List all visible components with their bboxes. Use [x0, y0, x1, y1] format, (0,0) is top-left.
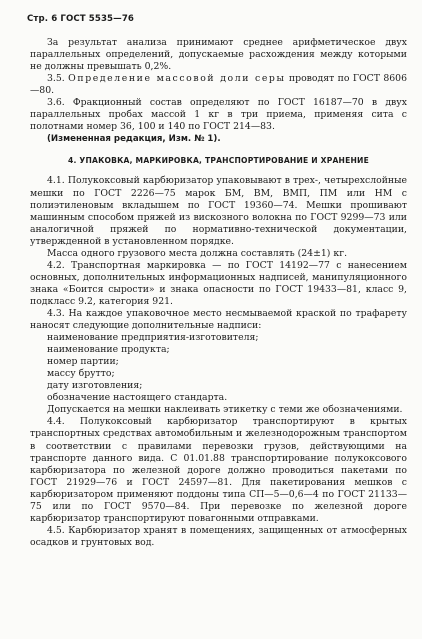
- paragraph-4-3-label: Допускается на мешки наклеивать этикетку с теми же обозначениями.: [47, 404, 403, 416]
- clause-number: 3.5.: [47, 73, 65, 85]
- list-item: обозначение настоящего стандарта.: [47, 392, 228, 404]
- list-item: наименование предприятия-изготовителя;: [47, 332, 259, 344]
- change-note: (Измененная редакция, Изм. № 1).: [47, 134, 221, 145]
- clause-title: Определение массовой доли серы: [68, 73, 286, 85]
- clause-text: проводят по ГОСТ 8606—80.: [30, 73, 407, 97]
- list-item: наименование продукта;: [47, 344, 170, 356]
- paragraph-4-1-mass: Масса одного грузового места должна составлять (24±1) кг.: [47, 247, 348, 259]
- paragraph-4-1: 4.1. Полукоксовый карбюризатор упаковывают в трех-, четырехслойные мешки по ГОСТ 2226—75 марок БМ, ВМ, ВМП, ПМ или НМ с полиэтиленовым вкладышем по ГОСТ 19360—74. Мешки прошивают машинным способом пряжей из вискозного волокна по ГОСТ 9299—73 или аналогичной пряжей по нормативно-технической документации, утвержденной в установленном порядке.: [30, 175, 407, 247]
- paragraph-3-5: [30, 73, 407, 97]
- section-heading: 4. УПАКОВКА, МАРКИРОВКА, ТРАНСПОРТИРОВАНИЕ И ХРАНЕНИЕ: [68, 156, 369, 166]
- paragraph-3-6: 3.6. Фракционный состав определяют по ГОСТ 16187—70 в двух параллельных пробах массой 1 кг в три приема, применяя сита с полотнами номер 36, 100 и 140 по ГОСТ 214—83.: [30, 97, 407, 133]
- list-item: массу брутто;: [47, 368, 115, 380]
- list-item: номер партии;: [47, 356, 119, 368]
- paragraph-4-5: 4.5. Карбюризатор хранят в помещениях, защищенных от атмосферных осадков и грунтовых вод.: [30, 524, 407, 548]
- paragraph-4-2: 4.2. Транспортная маркировка — по ГОСТ 14192—77 с нанесением основных, дополнительных информационных надписей, манипуляционного знака «Боится сырости» и знака опасности по ГОСТ 19433—81, класс 9, подкласс 9.2, категория 921.: [30, 259, 407, 307]
- document-body: [30, 37, 407, 549]
- inscription-list: [30, 332, 407, 404]
- paragraph-result: За результат анализа принимают среднее арифметическое двух параллельных определений, допускаемые расхождения между которыми не должны превышать 0,2%.: [30, 37, 407, 73]
- list-item: дату изготовления;: [47, 380, 143, 392]
- paragraph-4-3: 4.3. На каждое упаковочное место несмываемой краской по трафарету наносят следующие дополнительные надписи:: [30, 307, 407, 332]
- paragraph-4-4: 4.4. Полукоксовый карбюризатор транспортируют в крытых транспортных средствах автомобильным и железнодорожным транспортом в соответствии с правилами перевозки грузов, действующими на транспорте данного вида. С 01.01.88 транспортирование полукоксового карбюризатора по железной дороге должно проводиться пакетами по ГОСТ 21929—76 и ГОСТ 24597—81. Для пакетирования мешков с карбюризатором применяют поддоны типа СП—5—0,6—4 по ГОСТ 21133—75 или по ГОСТ 9570—84. При перевозке по железной дороге карбюризатор транспортируют повагонными отправками.: [30, 416, 407, 524]
- page-header: Стр. 6 ГОСТ 5535—76: [27, 14, 134, 24]
